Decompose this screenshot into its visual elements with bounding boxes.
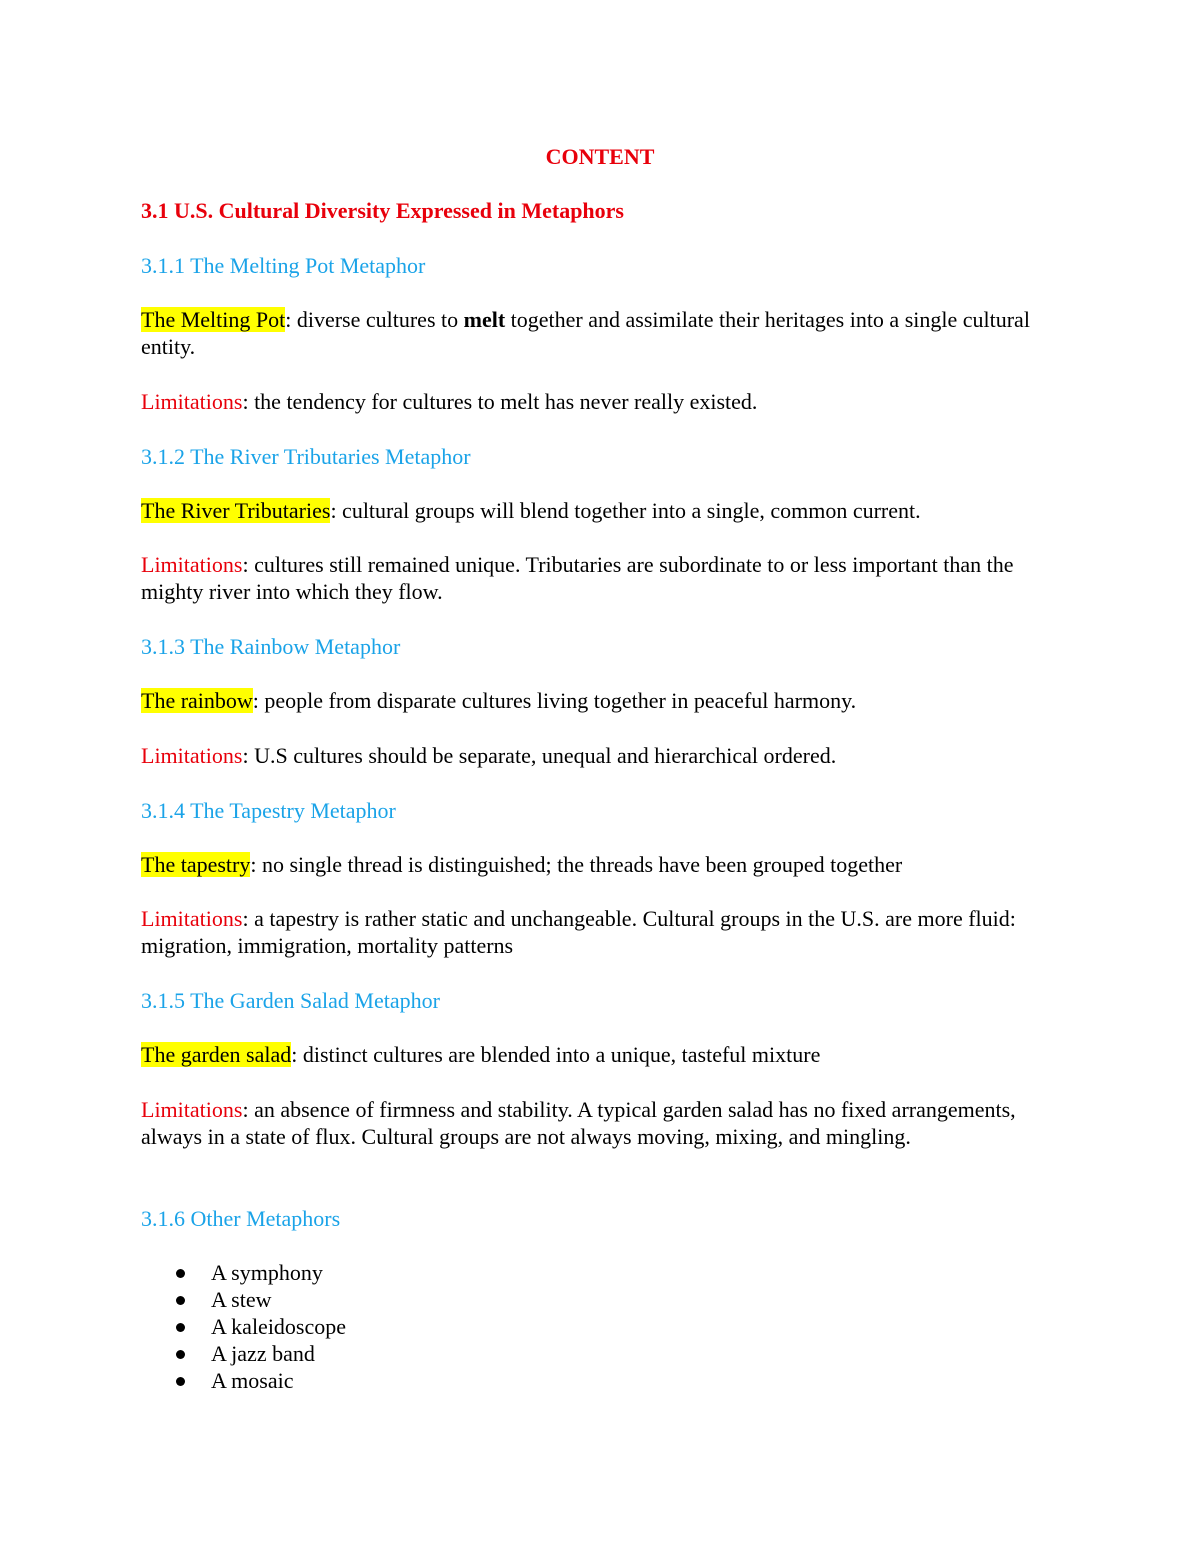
list-item [175,1340,346,1367]
subsection-heading-rainbow: 3.1.3 The Rainbow Metaphor [141,634,401,659]
limitations-melting-pot [141,388,1061,415]
limitations-label: Limitations [141,389,243,414]
term-highlight: The tapestry [141,852,251,877]
definition-bold-word: melt [463,307,506,332]
limitations-label: Limitations [141,743,243,768]
list-item [175,1286,346,1313]
definition-text: : distinct cultures are blended into a unique, tasteful mixture [291,1042,821,1067]
definition-text: : people from disparate cultures living together in peaceful harmony. [252,688,857,713]
limitations-label: Limitations [141,552,243,577]
document-title: CONTENT [545,144,655,169]
limitations-text: : U.S cultures should be separate, unequal and hierarchical ordered. [242,743,837,768]
term-highlight: The River Tributaries [141,498,331,523]
limitations-text: : the tendency for cultures to melt has never really existed. [242,389,758,414]
bullet-icon [176,1377,185,1386]
term-highlight: The garden salad [141,1042,292,1067]
list-item [175,1259,346,1286]
definition-text: : diverse cultures to [285,307,464,332]
bullet-icon [176,1269,185,1278]
definition-river-tributaries [141,497,1061,524]
definition-text: : cultural groups will blend together into a single, common current. [330,498,921,523]
bullet-icon [176,1323,185,1332]
definition-garden-salad [141,1041,1061,1068]
bullet-icon [176,1296,185,1305]
list-item-text: A mosaic [211,1368,294,1393]
list-item-text: A jazz band [211,1341,315,1366]
limitations-label: Limitations [141,906,243,931]
subsection-heading-melting-pot: 3.1.1 The Melting Pot Metaphor [141,253,426,278]
limitations-garden-salad [141,1096,1061,1150]
limitations-river-tributaries [141,551,1061,605]
definition-melting-pot [141,306,1061,360]
definition-tapestry [141,851,1061,878]
term-highlight: The Melting Pot [141,307,286,332]
limitations-label: Limitations [141,1097,243,1122]
bullet-icon [176,1350,185,1359]
section-heading: 3.1 U.S. Cultural Diversity Expressed in Metaphors [141,198,624,223]
definition-text: : no single thread is distinguished; the threads have been grouped together [250,852,903,877]
definition-rainbow [141,687,1061,714]
other-metaphors-list [175,1259,346,1394]
list-item-text: A stew [211,1287,272,1312]
limitations-tapestry [141,905,1061,959]
list-item-text: A kaleidoscope [211,1314,347,1339]
subsection-heading-river-tributaries: 3.1.2 The River Tributaries Metaphor [141,444,471,469]
list-item-text: A symphony [211,1260,323,1285]
limitations-text: : cultures still remained unique. Tributaries are subordinate to or less important than the mighty river into which they flow. [141,552,1014,604]
limitations-rainbow [141,742,1061,769]
subsection-heading-other-metaphors: 3.1.6 Other Metaphors [141,1206,341,1231]
subsection-heading-tapestry: 3.1.4 The Tapestry Metaphor [141,798,396,823]
definition-text: together and assimilate their heritages into a single cultural entity. [141,307,1030,359]
subsection-heading-garden-salad: 3.1.5 The Garden Salad Metaphor [141,988,440,1013]
limitations-text: : an absence of firmness and stability. A typical garden salad has no fixed arrangements, always in a state of flux. Cultural groups are not always moving, mixing, and mingling. [141,1097,1016,1149]
list-item [175,1367,346,1394]
term-highlight: The rainbow [141,688,253,713]
list-item [175,1313,346,1340]
limitations-text: : a tapestry is rather static and unchangeable. Cultural groups in the U.S. are more fluid: migration, immigration, mortality patterns [141,906,1016,958]
